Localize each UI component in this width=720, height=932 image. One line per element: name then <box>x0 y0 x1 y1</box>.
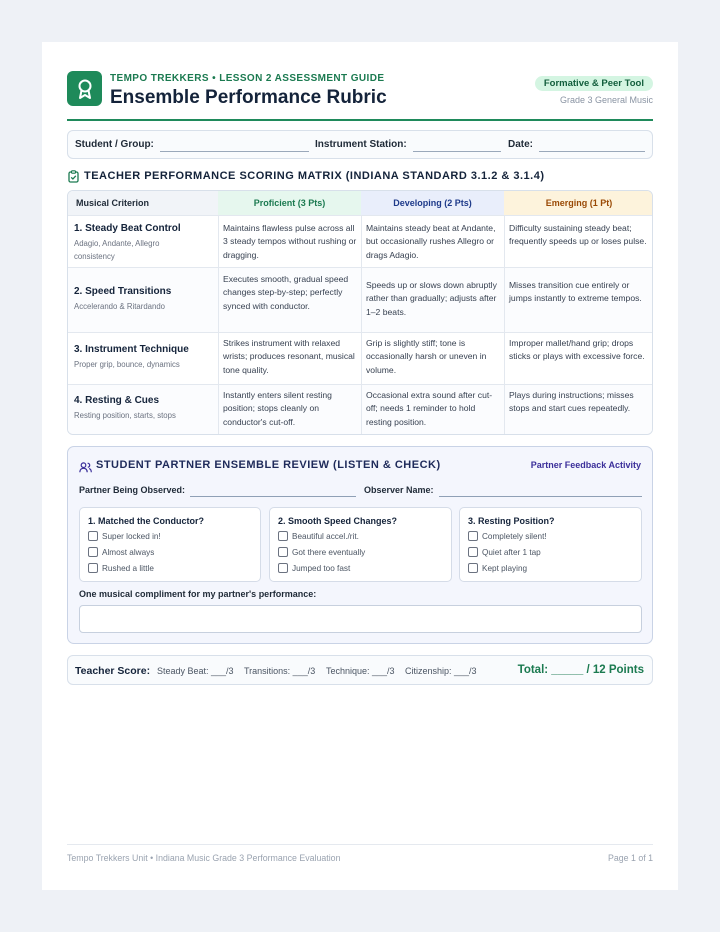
checkbox[interactable] <box>468 531 478 541</box>
date-field[interactable] <box>539 151 645 152</box>
criterion-name: 3. Instrument Technique <box>74 344 189 355</box>
checkbox[interactable] <box>88 531 98 541</box>
proficient-cell: Maintains flawless pulse across all 3 steady tempos without rushing or dragging. <box>223 223 357 260</box>
page-title: Ensemble Performance Rubric <box>110 87 387 108</box>
checkbox-option[interactable] <box>278 531 359 541</box>
criterion-name: 4. Resting & Cues <box>74 395 160 406</box>
checkbox[interactable] <box>88 563 98 573</box>
criterion-name: 1. Steady Beat Control <box>74 223 181 234</box>
emerging-cell: Difficulty sustaining steady beat; frequently speeds up or loses pulse. <box>509 223 647 247</box>
option-label: Rushed a little <box>102 564 154 573</box>
option-label: Quiet after 1 tap <box>482 548 541 557</box>
table-row <box>68 267 653 332</box>
developing-cell: Grip is slightly stiff; tone is occasionally harsh or uneven in volume. <box>366 338 487 375</box>
citizenship-score[interactable]: Citizenship: ___/3 <box>405 666 477 676</box>
checkbox[interactable] <box>468 563 478 573</box>
checkbox[interactable] <box>278 547 288 557</box>
partner-observed-field[interactable] <box>190 496 356 497</box>
checkbox-option[interactable] <box>468 547 541 557</box>
header-emerging: Emerging (1 Pt) <box>504 191 653 215</box>
header-developing: Developing (2 Pts) <box>361 191 504 215</box>
checkbox[interactable] <box>278 563 288 573</box>
emerging-cell: Misses transition cue entirely or jumps instantly to extreme tempos. <box>509 280 642 304</box>
developing-cell: Maintains steady beat at Andante, but occasionally rushes Allegro or drags Adagio. <box>366 223 496 260</box>
checkbox-option[interactable] <box>468 563 527 573</box>
emerging-cell: Improper mallet/hand grip; drops sticks or plays with excessive force. <box>509 338 645 362</box>
criterion-name: 2. Speed Transitions <box>74 286 172 297</box>
emerging-cell: Plays during instructions; misses stops and start cues repeatedly. <box>509 390 634 414</box>
peer-question-card <box>459 507 642 582</box>
checkbox-option[interactable] <box>468 531 547 541</box>
peer-question-card <box>269 507 452 582</box>
partner-observed-label: Partner Being Observed: <box>79 485 186 495</box>
observer-name-label: Observer Name: <box>364 485 434 495</box>
header-criterion: Musical Criterion <box>68 191 218 215</box>
scoring-matrix <box>67 190 653 435</box>
checkbox-option[interactable] <box>88 531 161 541</box>
compliment-label: One musical compliment for my partner's performance: <box>79 589 317 599</box>
lesson-kicker: TEMPO TREKKERS • LESSON 2 ASSESSMENT GUIDE <box>110 73 385 84</box>
footer-unit-label: Tempo Trekkers Unit • Indiana Music Grade 3 Performance Evaluation <box>67 853 341 863</box>
table-row <box>68 332 653 384</box>
page-header <box>67 71 653 121</box>
option-label: Almost always <box>102 548 155 557</box>
transitions-score[interactable]: Transitions: ___/3 <box>244 666 316 676</box>
option-label: Got there eventually <box>292 548 366 557</box>
proficient-cell: Instantly enters silent resting position; stops cleanly on conductor's cut-off. <box>223 390 332 427</box>
technique-score[interactable]: Technique: ___/3 <box>326 666 395 676</box>
proficient-cell: Executes smooth, gradual speed changes step-by-step; perfectly synced with conductor. <box>223 274 349 311</box>
card-title: 3. Resting Position? <box>468 516 555 526</box>
criterion-subtitle: Accelerando & Ritardando <box>74 302 166 311</box>
proficient-cell: Strikes instrument with relaxed wrists; produces resonant, musical tone quality. <box>223 338 355 375</box>
users-icon <box>79 460 92 478</box>
observer-name-field[interactable] <box>439 496 642 497</box>
rubric-page <box>42 42 678 890</box>
peer-question-card <box>79 507 261 582</box>
checkbox-option[interactable] <box>278 563 350 573</box>
instrument-station-label: Instrument Station: <box>315 139 407 150</box>
peer-review-panel <box>67 446 653 644</box>
instrument-station-field[interactable] <box>413 151 501 152</box>
card-title: 1. Matched the Conductor? <box>88 516 205 526</box>
checkbox-option[interactable] <box>88 563 154 573</box>
clipboard-check-icon <box>68 170 79 188</box>
date-label: Date: <box>508 139 534 150</box>
peer-section-title: STUDENT PARTNER ENSEMBLE REVIEW (LISTEN & CHECK) <box>96 459 441 471</box>
card-title: 2. Smooth Speed Changes? <box>278 516 398 526</box>
checkbox-option[interactable] <box>278 547 365 557</box>
student-group-field[interactable] <box>160 151 309 152</box>
developing-cell: Occasional extra sound after cut-off; needs 1 reminder to hold resting position. <box>366 390 493 427</box>
checkbox-option[interactable] <box>88 547 154 557</box>
criterion-subtitle: Adagio, Andante, Allegro consistency <box>74 239 160 261</box>
checkbox[interactable] <box>278 531 288 541</box>
grade-label: Grade 3 General Music <box>559 95 653 105</box>
checkbox[interactable] <box>88 547 98 557</box>
tool-badge: Formative & Peer Tool <box>535 76 653 91</box>
matrix-section-title: TEACHER PERFORMANCE SCORING MATRIX (INDIANA STANDARD 3.1.2 & 3.1.4) <box>84 170 545 182</box>
checkbox[interactable] <box>468 547 478 557</box>
header-proficient: Proficient (3 Pts) <box>218 191 361 215</box>
table-row <box>68 384 653 435</box>
student-group-label: Student / Group: <box>75 139 154 150</box>
teacher-score-label: Teacher Score: <box>75 665 151 677</box>
criterion-subtitle: Proper grip, bounce, dynamics <box>74 360 180 369</box>
teacher-score-bar <box>67 655 653 685</box>
option-label: Beautiful accel./rit. <box>292 532 359 541</box>
partner-feedback-label: Partner Feedback Activity <box>530 460 641 470</box>
option-label: Jumped too fast <box>292 564 351 573</box>
developing-cell: Speeds up or slows down abruptly rather than gradually; adjusts after 1–2 beats. <box>366 280 497 317</box>
ribbon-award-icon <box>67 71 102 106</box>
student-info-bar <box>67 130 653 159</box>
page-number: Page 1 of 1 <box>608 853 653 863</box>
footer-divider <box>67 844 653 845</box>
total-score[interactable]: Total: _____ / 12 Points <box>517 664 644 676</box>
steady-beat-score[interactable]: Steady Beat: ___/3 <box>157 666 234 676</box>
option-label: Completely silent! <box>482 532 547 541</box>
criterion-subtitle: Resting position, starts, stops <box>74 411 176 420</box>
option-label: Super locked in! <box>102 532 161 541</box>
table-row <box>68 215 653 267</box>
option-label: Kept playing <box>482 564 528 573</box>
compliment-input[interactable] <box>79 605 642 633</box>
